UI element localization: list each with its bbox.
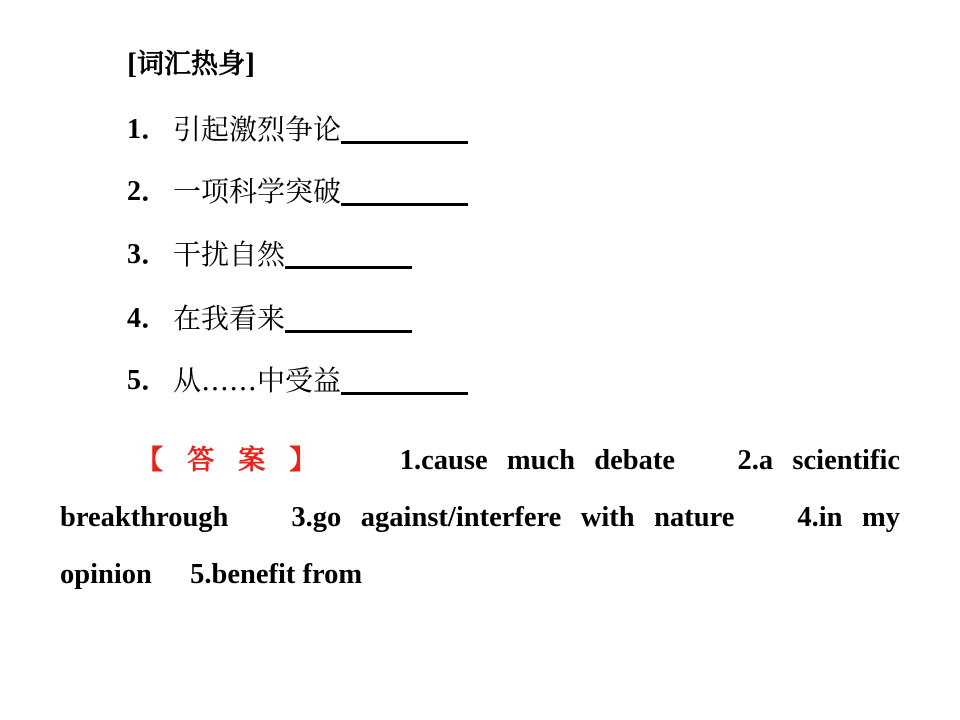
vocab-item-3 — [127, 231, 412, 273]
heading-text: 词汇热身 — [137, 49, 245, 80]
item-number: 5． — [127, 365, 170, 396]
answer-blank-line — [285, 236, 412, 269]
answer-2: 2.a scientific breakthrough — [60, 445, 901, 533]
item-number: 2． — [127, 176, 170, 207]
item-prompt: 干扰自然 — [173, 238, 286, 271]
item-number: 4． — [127, 303, 170, 334]
heading-close-bracket: ] — [245, 47, 255, 80]
item-number: 3． — [127, 239, 170, 270]
item-prompt: 从……中受益 — [173, 364, 342, 397]
vocab-item-4 — [127, 295, 412, 337]
item-prompt: 一项科学突破 — [173, 175, 342, 208]
section-heading — [127, 44, 255, 85]
vocab-item-2 — [127, 168, 468, 210]
answer-1: 1.cause much debate — [399, 445, 675, 476]
answer-5: 5.benefit from — [190, 559, 363, 590]
item-prompt: 引起激烈争论 — [173, 113, 342, 146]
answer-3: 3.go against/interfere with nature — [291, 502, 735, 533]
answer-blank-line — [285, 300, 412, 333]
answer-blank-line — [341, 111, 468, 144]
answer-label: 【答案】 — [136, 445, 341, 476]
answer-4: 4.in my opinion — [60, 502, 901, 590]
answer-blank-line — [341, 173, 468, 206]
heading-open-bracket: [ — [127, 47, 137, 80]
answer-paragraph — [60, 432, 900, 603]
item-prompt: 在我看来 — [173, 302, 286, 335]
vocab-item-5 — [127, 357, 468, 399]
vocab-item-1 — [127, 106, 468, 148]
item-number: 1． — [127, 114, 170, 145]
answer-blank-line — [341, 362, 468, 395]
